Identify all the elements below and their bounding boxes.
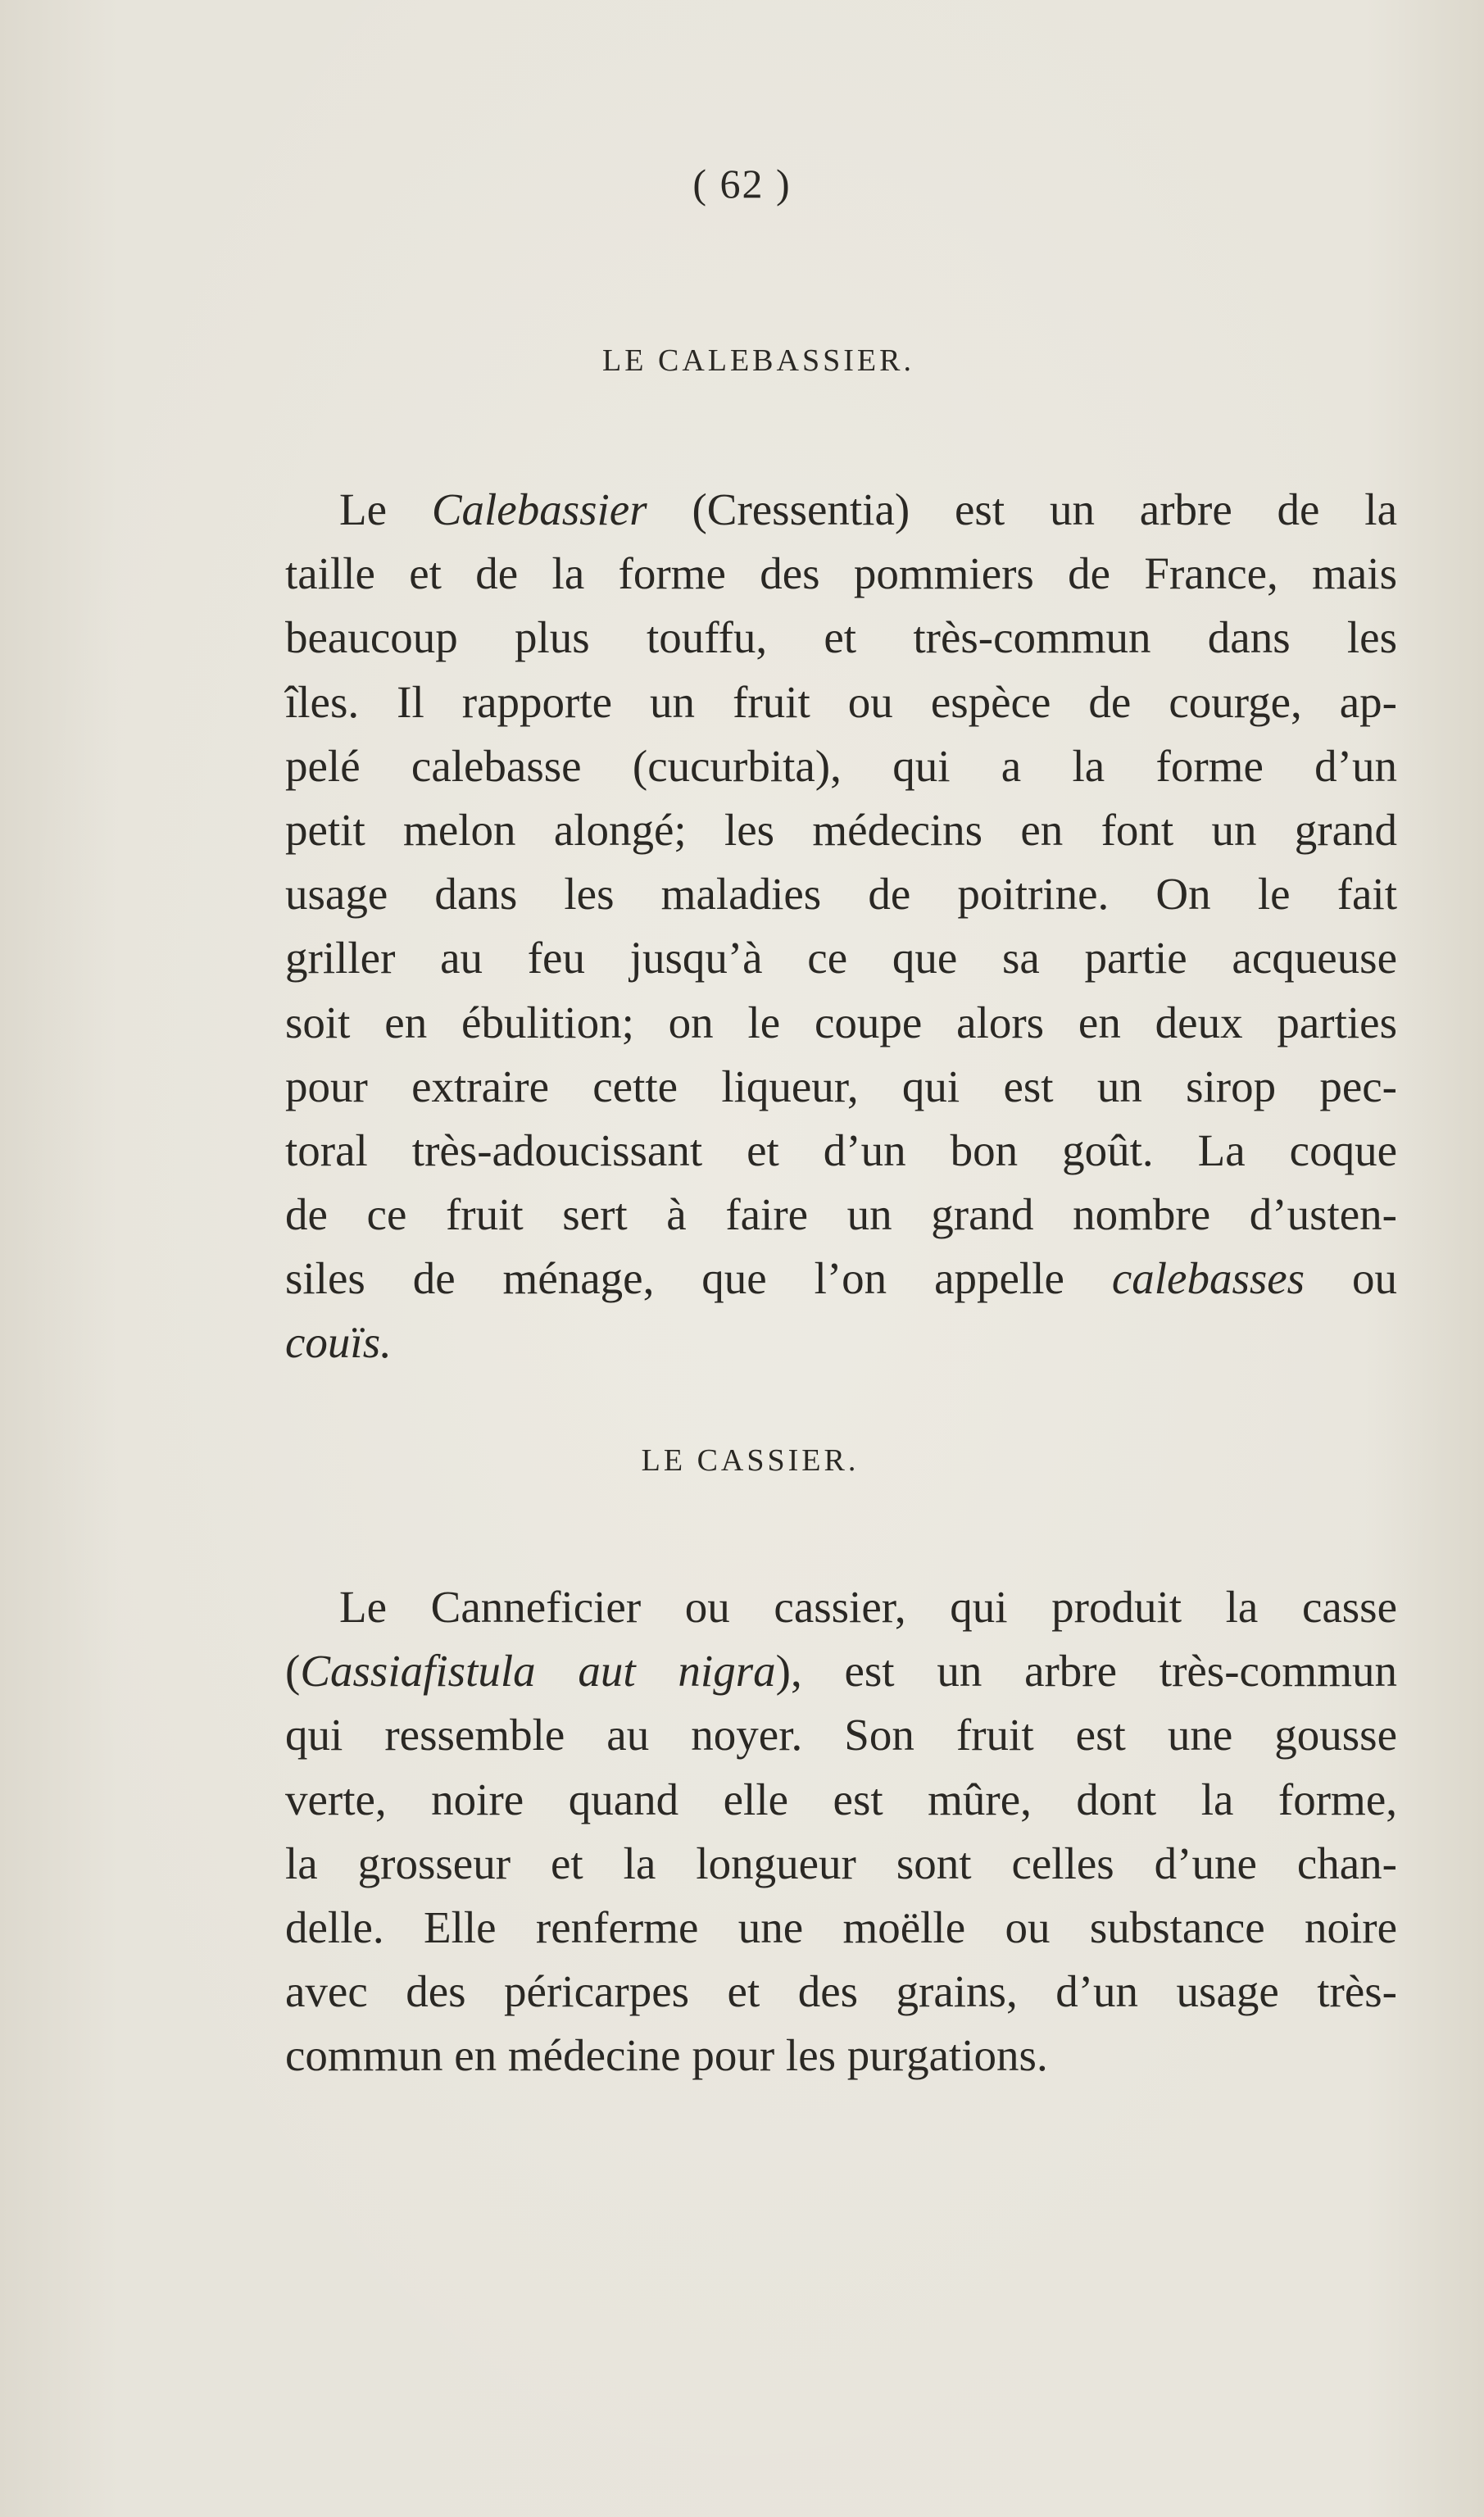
text-line: petit melon alongé; les médecins en font un grand <box>285 804 1397 855</box>
text-run: siles de ménage, que l’on appelle <box>285 1253 1112 1304</box>
text-line <box>285 1311 1397 1374</box>
text-line <box>285 1247 1397 1311</box>
section-title-calebassier: LE CALEBASSIER. <box>602 343 914 378</box>
text-line: avec des péricarpes et des grains, d’un usage très- <box>285 1966 1397 2017</box>
page-number: ( 62 ) <box>692 161 792 207</box>
text-run: ( <box>285 1646 301 1697</box>
italic-text-run: calebasses <box>1111 1253 1305 1304</box>
text-run: ), est un arbre très-commun <box>775 1646 1397 1697</box>
text-line <box>285 478 1397 542</box>
text-line: Le Canneficier ou cassier, qui produit la casse <box>339 1582 1397 1632</box>
text-line: soit en ébulition; on le coupe alors en deux parties <box>285 997 1397 1047</box>
text-line: delle. Elle renferme une moëlle ou substance noire <box>285 1901 1397 1952</box>
text-run: (Cressentia) est un arbre de la <box>647 484 1397 534</box>
paragraph-calebassier <box>285 478 1397 1375</box>
text-line: la grosseur et la longueur sont celles d’une chan- <box>285 1838 1397 1888</box>
text-line: de ce fruit sert à faire un grand nombre d’usten- <box>285 1189 1397 1240</box>
text-line: toral très-adoucissant et d’un bon goût. La coque <box>285 1124 1397 1175</box>
text-run: Le <box>339 484 432 534</box>
italic-text-run: couïs. <box>285 1317 392 1368</box>
text-run: ou <box>1305 1253 1398 1304</box>
text-line: îles. Il rapporte un fruit ou espèce de courge, ap- <box>285 676 1397 727</box>
text-line: pelé calebasse (cucurbita), qui a la forme d’un <box>285 740 1397 791</box>
text-line: beaucoup plus touffu, et très-commun dans les <box>285 612 1397 663</box>
italic-text-run: Calebassier <box>431 484 647 534</box>
paragraph-cassier <box>285 1575 1397 2088</box>
text-line: qui ressemble au noyer. Son fruit est une gousse <box>285 1710 1397 1761</box>
section-title-cassier: LE CASSIER. <box>641 1443 860 1478</box>
text-line: pour extraire cette liqueur, qui est un sirop pec- <box>285 1061 1397 1111</box>
text-line: taille et de la forme des pommiers de France, mais <box>285 548 1397 599</box>
text-line: usage dans les maladies de poitrine. On le fait <box>285 869 1397 920</box>
text-line: griller au feu jusqu’à ce que sa partie acqueuse <box>285 933 1397 984</box>
text-line <box>285 1639 1397 1703</box>
italic-text-run: Cassiafistula aut nigra <box>300 1646 776 1697</box>
text-line: commun en médecine pour les purgations. <box>285 2030 1048 2081</box>
text-line: verte, noire quand elle est mûre, dont la forme, <box>285 1774 1397 1824</box>
